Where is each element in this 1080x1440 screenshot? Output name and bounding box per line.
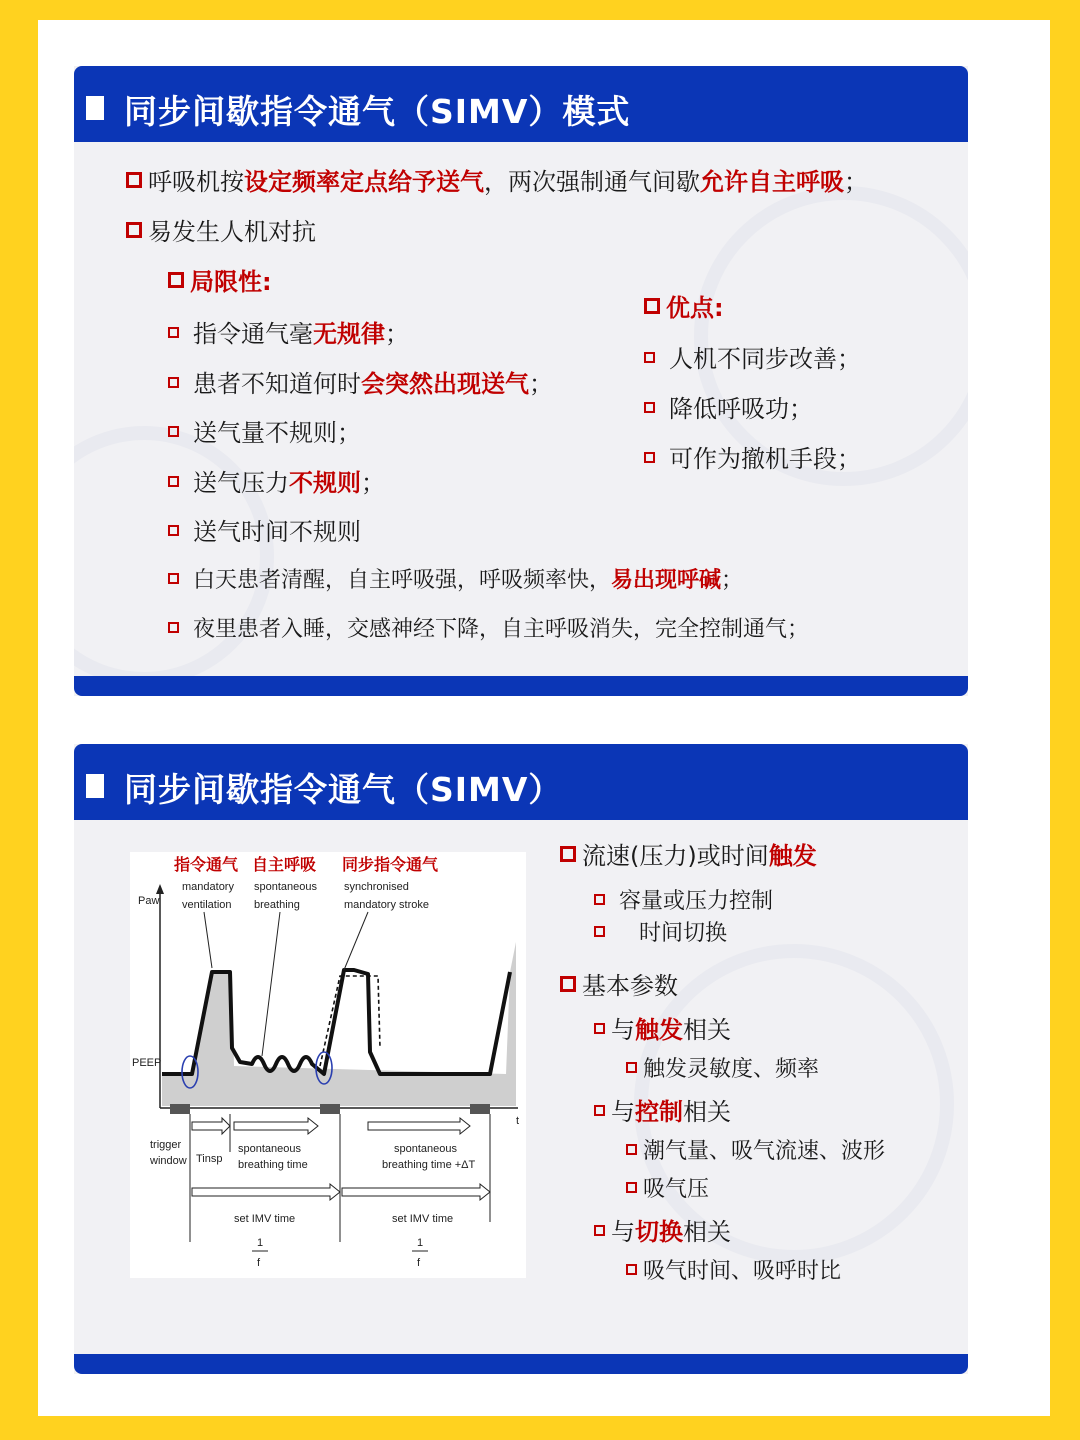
waveform-fill (162, 942, 516, 1106)
axis-label-paw: Paw (138, 895, 160, 907)
label-spont-time-delta-2: breathing time +ΔT (382, 1159, 476, 1171)
fraction-numerator: 1 (417, 1237, 424, 1249)
small-box-bullet-icon (168, 525, 179, 536)
fraction-numerator: 1 (257, 1237, 264, 1249)
slide-footer (74, 676, 968, 696)
label-spont-time-1: spontaneous (238, 1143, 301, 1155)
limit-item: 送气量不规则； (168, 413, 361, 448)
small-box-bullet-icon (626, 1264, 637, 1275)
label-trigger-window-2: window (150, 1155, 187, 1167)
arrow-spontaneous-time-icon (234, 1118, 318, 1134)
group-item: 吸气压 (626, 1172, 709, 1203)
label-sync-en-1: synchronised (344, 881, 409, 893)
trigger-item: 时间切换 (594, 916, 727, 947)
trigger-heading: 流速(压力)或时间触发 (560, 836, 817, 871)
slide-footer (74, 1354, 968, 1374)
intro-line: 呼吸机按设定频率定点给予送气，两次强制通气间歇允许自主呼吸； (126, 162, 868, 197)
limit-item: 送气压力不规则； (168, 463, 385, 498)
small-box-bullet-icon (168, 426, 179, 437)
slide-title: 同步间歇指令通气（SIMV）模式 (124, 92, 631, 131)
label-spontaneous-en-1: spontaneous (254, 881, 317, 893)
label-set-imv-time-1: set IMV time (234, 1213, 296, 1225)
trigger-window-block (170, 1104, 190, 1114)
red-box-bullet-icon (126, 172, 142, 188)
limit-item: 患者不知道何时会突然出现送气； (168, 364, 553, 399)
small-box-bullet-icon (594, 1023, 605, 1034)
small-box-bullet-icon (594, 1225, 605, 1236)
limit-item: 白天患者清醒，自主呼吸强，呼吸频率快，易出现呼碱； (168, 563, 743, 594)
small-box-bullet-icon (626, 1182, 637, 1193)
label-trigger-window-1: trigger (150, 1139, 182, 1151)
group-heading-trigger: 与触发相关 (594, 1010, 731, 1045)
fraction-denominator: f (257, 1257, 261, 1269)
slide-header (74, 66, 968, 142)
red-box-bullet-icon (644, 298, 660, 314)
label-sync-en-2: mandatory stroke (344, 899, 429, 911)
conflict-line: 易发生人机对抗 (126, 212, 316, 247)
label-tinsp: Tinsp (196, 1153, 223, 1165)
axis-label-peep: PEEP (132, 1057, 162, 1069)
small-box-bullet-icon (644, 452, 655, 463)
small-box-bullet-icon (626, 1062, 637, 1073)
small-box-bullet-icon (594, 1105, 605, 1116)
advantage-item: 可作为撤机手段； (644, 439, 861, 474)
label-mandatory-en-1: mandatory (182, 881, 234, 893)
small-box-bullet-icon (594, 926, 605, 937)
label-mandatory-cn: 指令通气 (174, 855, 239, 874)
small-box-bullet-icon (168, 476, 179, 487)
pointer-line (344, 912, 368, 970)
label-mandatory-en-2: ventilation (182, 899, 232, 911)
slide-simv-mode (74, 66, 968, 696)
advantage-item: 降低呼吸功； (644, 389, 813, 424)
simv-pressure-waveform-diagram (130, 852, 526, 1278)
arrow-imv-time-1-icon (192, 1184, 340, 1200)
fraction-denominator: f (417, 1257, 421, 1269)
small-box-bullet-icon (168, 377, 179, 388)
group-item: 触发灵敏度、频率 (626, 1052, 819, 1083)
trigger-window-block (470, 1104, 490, 1114)
small-box-bullet-icon (594, 894, 605, 905)
slide-title: 同步间歇指令通气（SIMV） (124, 770, 563, 809)
small-box-bullet-icon (644, 402, 655, 413)
trigger-item: 容量或压力控制 (594, 884, 773, 915)
label-spontaneous-en-2: breathing (254, 899, 300, 911)
small-box-bullet-icon (168, 622, 179, 633)
group-heading-control: 与控制相关 (594, 1092, 731, 1127)
slide-header (74, 744, 968, 820)
limit-item: 送气时间不规则 (168, 512, 361, 547)
group-item: 潮气量、吸气流速、波形 (626, 1134, 885, 1165)
group-item: 吸气时间、吸呼时比 (626, 1254, 841, 1285)
trigger-window-block (320, 1104, 340, 1114)
slide-simv (74, 744, 968, 1374)
label-set-imv-time-2: set IMV time (392, 1213, 454, 1225)
red-box-bullet-icon (126, 222, 142, 238)
y-axis-arrow-icon (156, 884, 164, 894)
label-spont-time-delta-1: spontaneous (394, 1143, 457, 1155)
axis-label-t: t (516, 1115, 520, 1127)
advantage-item: 人机不同步改善； (644, 339, 861, 374)
arrow-imv-time-2-icon (342, 1184, 490, 1200)
red-box-bullet-icon (560, 846, 576, 862)
arrow-tinsp-icon (192, 1118, 230, 1134)
label-sync-cn: 同步指令通气 (342, 855, 439, 874)
small-box-bullet-icon (168, 573, 179, 584)
limit-item: 指令通气毫无规律； (168, 314, 409, 349)
small-box-bullet-icon (644, 352, 655, 363)
square-bullet-icon (86, 96, 104, 120)
waveform-svg (130, 852, 526, 1278)
label-spontaneous-cn: 自主呼吸 (252, 855, 317, 874)
group-heading-switch: 与切换相关 (594, 1212, 731, 1247)
label-spont-time-2: breathing time (238, 1159, 308, 1171)
small-box-bullet-icon (626, 1144, 637, 1155)
red-box-bullet-icon (168, 272, 184, 288)
params-heading: 基本参数 (560, 966, 678, 1001)
limit-item: 夜里患者入睡，交感神经下降，自主呼吸消失，完全控制通气； (168, 612, 809, 643)
red-box-bullet-icon (560, 976, 576, 992)
pointer-line (262, 912, 280, 1056)
square-bullet-icon (86, 774, 104, 798)
small-box-bullet-icon (168, 327, 179, 338)
pointer-line (204, 912, 212, 968)
advantages-heading: 优点: (644, 288, 724, 323)
limits-heading: 局限性: (168, 262, 272, 297)
arrow-spontaneous-time-delta-icon (368, 1118, 470, 1134)
